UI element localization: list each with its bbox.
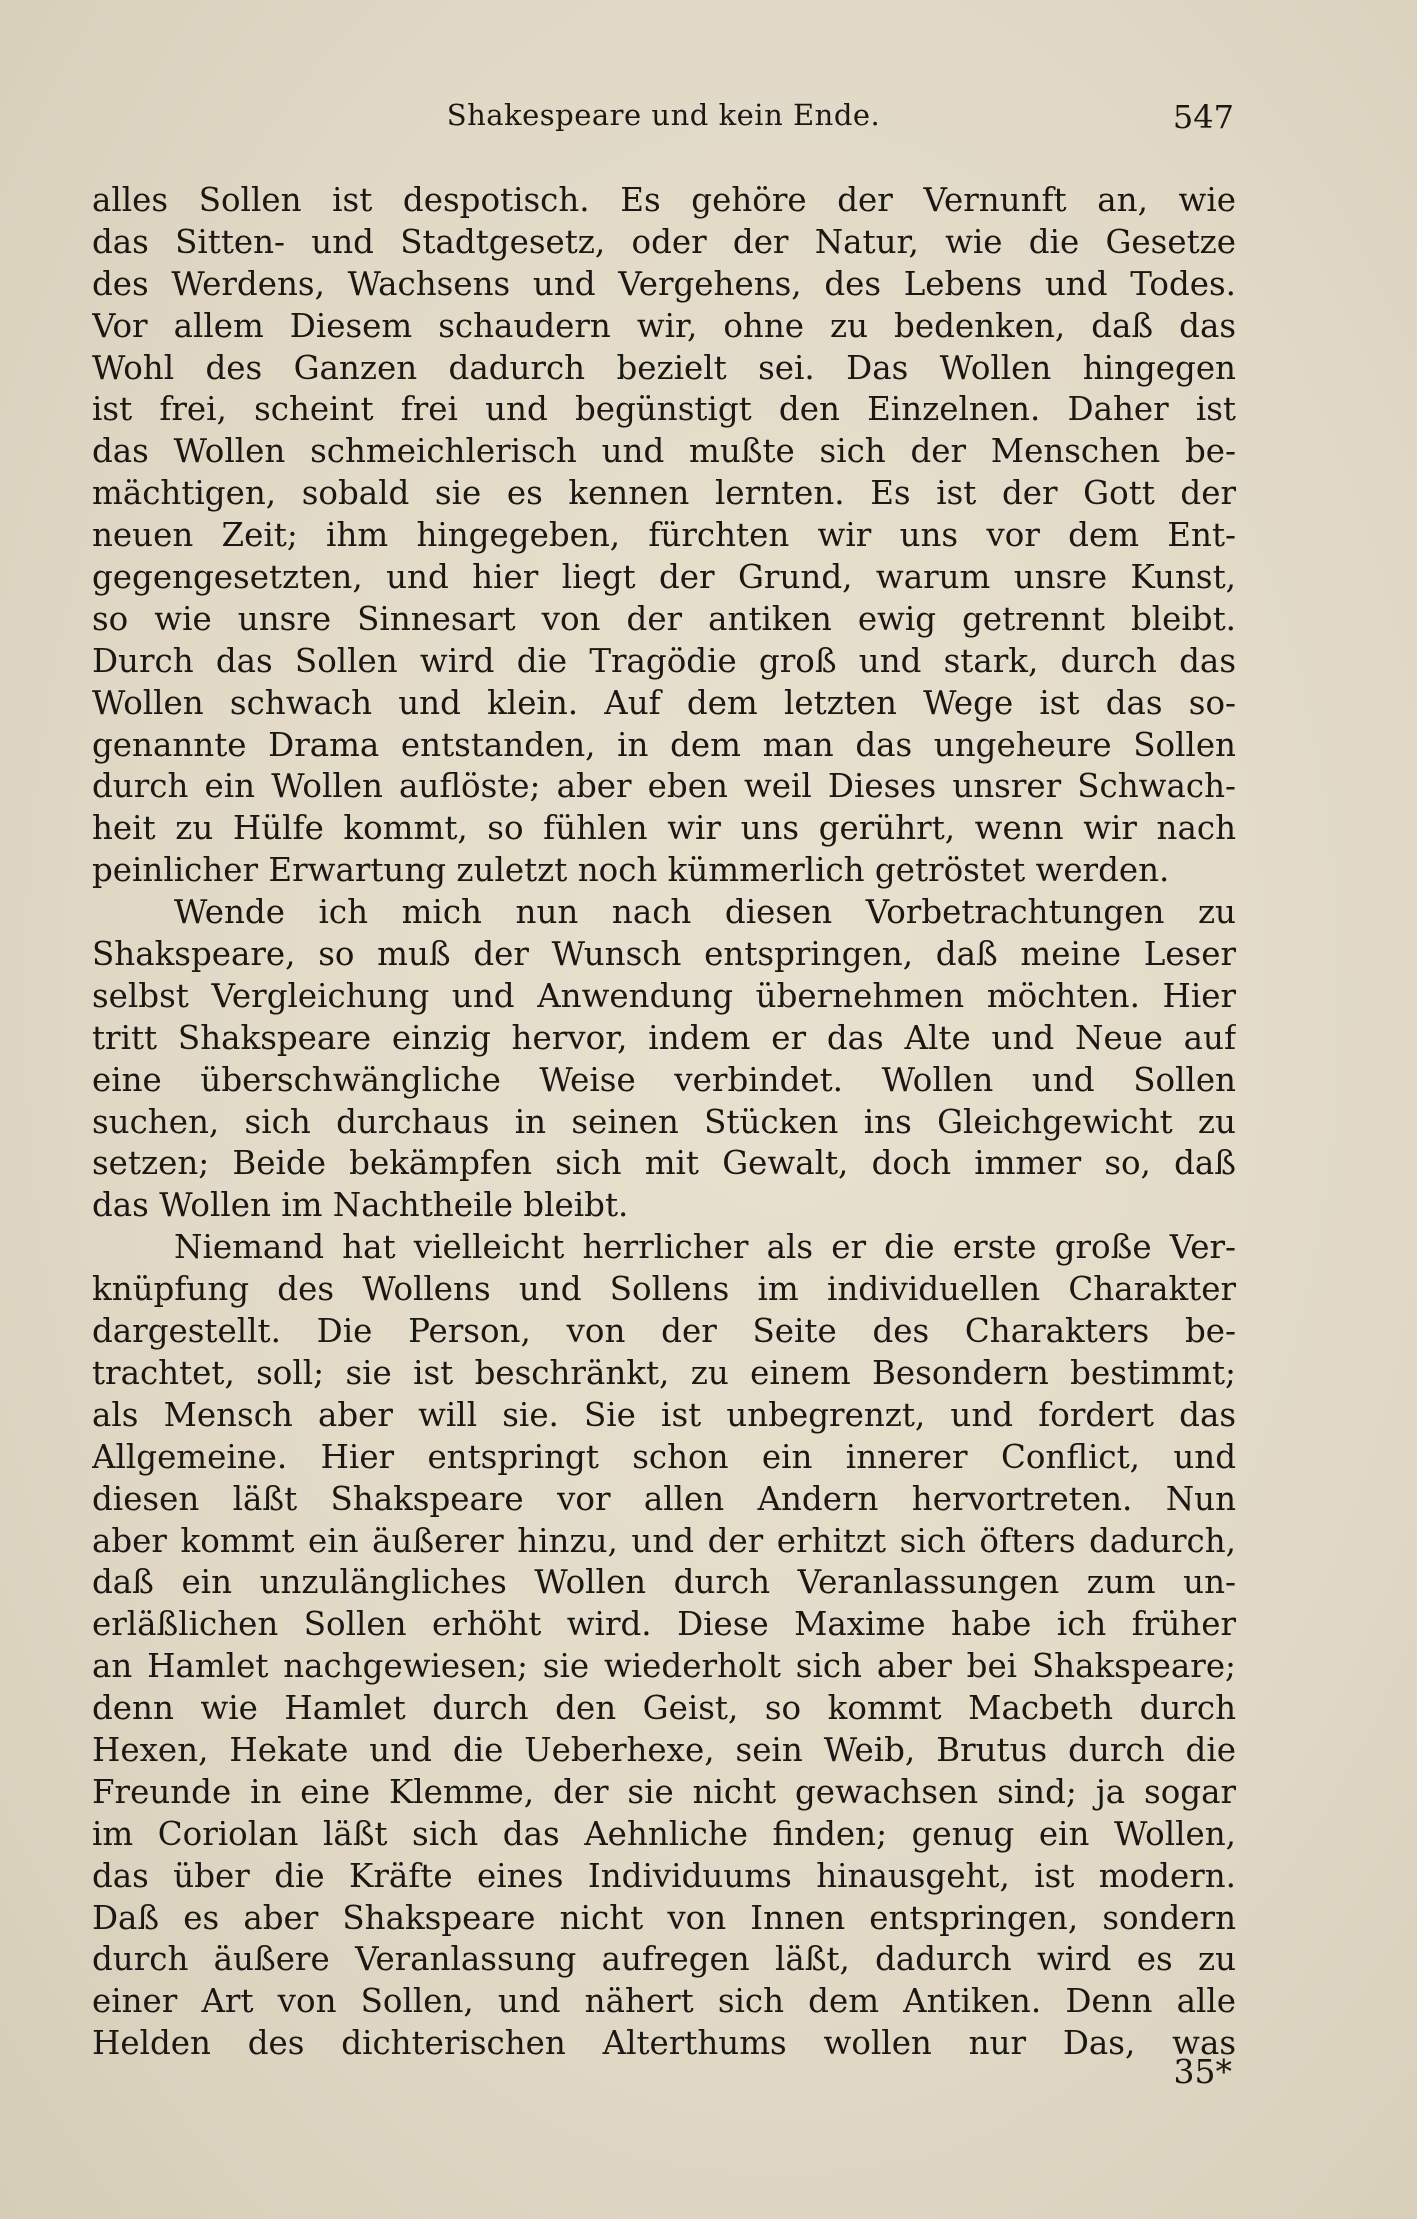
text-line: an Hamlet nachgewiesen; sie wiederholt sich aber bei Shakspeare; xyxy=(92,1647,1236,1686)
page-number: 547 xyxy=(1172,98,1234,136)
text-line: genannte Drama entstanden, in dem man das ungeheure Sollen xyxy=(92,725,1236,764)
text-line: Hexen, Hekate und die Ueberhexe, sein Weib, Brutus durch die xyxy=(92,1730,1236,1769)
text-line: selbst Vergleichung und Anwendung übernehmen möchten. Hier xyxy=(92,976,1236,1015)
text-line: diesen läßt Shakspeare vor allen Andern hervortreten. Nun xyxy=(92,1479,1236,1518)
text-line: knüpfung des Wollens und Sollens im individuellen Charakter xyxy=(92,1270,1236,1309)
text-line: durch ein Wollen auflöste; aber eben weil Dieses unsrer Schwach- xyxy=(92,767,1236,806)
text-line: trachtet, soll; sie ist beschränkt, zu einem Besondern bestimmt; xyxy=(92,1353,1236,1392)
text-line: alles Sollen ist despotisch. Es gehöre der Vernunft an, wie xyxy=(92,181,1236,219)
text-line: erläßlichen Sollen erhöht wird. Diese Maxime habe ich früher xyxy=(92,1605,1236,1644)
text-line: dargestellt. Die Person, von der Seite des Charakters be- xyxy=(92,1312,1236,1351)
body-text xyxy=(92,180,1236,2065)
paragraph-start-line: Niemand hat vielleicht herrlicher als er die erste große Ver- xyxy=(174,1228,1236,1267)
text-line: Durch das Sollen wird die Tragödie groß und stark, durch das xyxy=(92,641,1236,680)
text-line: eine überschwängliche Weise verbindet. Wollen und Sollen xyxy=(92,1060,1236,1099)
text-line: das Wollen schmeichlerisch und mußte sich der Menschen be- xyxy=(92,432,1236,471)
signature-mark: 35* xyxy=(1173,2052,1232,2091)
text-line: gegengesetzten, und hier liegt der Grund, warum unsre Kunst, xyxy=(92,558,1236,597)
text-line: Allgemeine. Hier entspringt schon ein innerer Conflict, und xyxy=(92,1437,1236,1476)
text-line: einer Art von Sollen, und nähert sich dem Antiken. Denn alle xyxy=(92,1982,1236,2021)
text-line: durch äußere Veranlassung aufregen läßt, dadurch wird es zu xyxy=(92,1940,1236,1979)
text-line: setzen; Beide bekämpfen sich mit Gewalt, doch immer so, daß xyxy=(92,1144,1236,1183)
text-line: Shakspeare, so muß der Wunsch entspringen, daß meine Leser xyxy=(92,935,1236,974)
text-line: suchen, sich durchaus in seinen Stücken ins Gleichgewicht zu xyxy=(92,1102,1236,1141)
text-line: heit zu Hülfe kommt, so fühlen wir uns gerührt, wenn wir nach xyxy=(92,809,1236,848)
text-line: Freunde in eine Klemme, der sie nicht gewachsen sind; ja sogar xyxy=(92,1772,1236,1811)
text-line: Vor allem Diesem schaudern wir, ohne zu bedenken, daß das xyxy=(92,306,1236,345)
text-line: so wie unsre Sinnesart von der antiken ewig getrennt bleibt. xyxy=(92,599,1236,638)
text-line: denn wie Hamlet durch den Geist, so kommt Macbeth durch xyxy=(92,1689,1236,1728)
paragraph-start-line: Wende ich mich nun nach diesen Vorbetrachtungen zu xyxy=(174,893,1236,932)
text-line: Wohl des Ganzen dadurch bezielt sei. Das Wollen hingegen xyxy=(92,348,1236,387)
text-line: daß ein unzulängliches Wollen durch Veranlassungen zum un- xyxy=(92,1563,1236,1602)
text-line: Wollen schwach und klein. Auf dem letzten Wege ist das so- xyxy=(92,683,1236,722)
text-line: Helden des dichterischen Alterthums wollen nur Das, was xyxy=(92,2024,1236,2063)
text-line: das Sitten- und Stadtgesetz, oder der Natur, wie die Gesetze xyxy=(92,222,1236,261)
text-line: Daß es aber Shakspeare nicht von Innen entspringen, sondern xyxy=(92,1898,1236,1937)
text-line: tritt Shakspeare einzig hervor, indem er das Alte und Neue auf xyxy=(92,1018,1236,1057)
text-line: neuen Zeit; ihm hingegeben, fürchten wir uns vor dem Ent- xyxy=(92,516,1236,555)
text-line: ist frei, scheint frei und begünstigt den Einzelnen. Daher ist xyxy=(92,390,1236,429)
running-title: Shakespeare und kein Ende. xyxy=(446,98,881,132)
text-line: das über die Kräfte eines Individuums hinausgeht, ist modern. xyxy=(92,1856,1236,1895)
text-line: aber kommt ein äußerer hinzu, und der erhitzt sich öfters dadurch, xyxy=(92,1521,1236,1560)
text-line: peinlicher Erwartung zuletzt noch kümmerlich getröstet werden. xyxy=(92,851,1170,890)
text-line: mächtigen, sobald sie es kennen lernten. Es ist der Gott der xyxy=(92,474,1236,513)
text-line: im Coriolan läßt sich das Aehnliche finden; genug ein Wollen, xyxy=(92,1814,1236,1853)
text-line: als Mensch aber will sie. Sie ist unbegrenzt, und fordert das xyxy=(92,1395,1236,1434)
text-line: des Werdens, Wachsens und Vergehens, des Lebens und Todes. xyxy=(92,264,1236,303)
text-line: das Wollen im Nachtheile bleibt. xyxy=(92,1186,629,1225)
